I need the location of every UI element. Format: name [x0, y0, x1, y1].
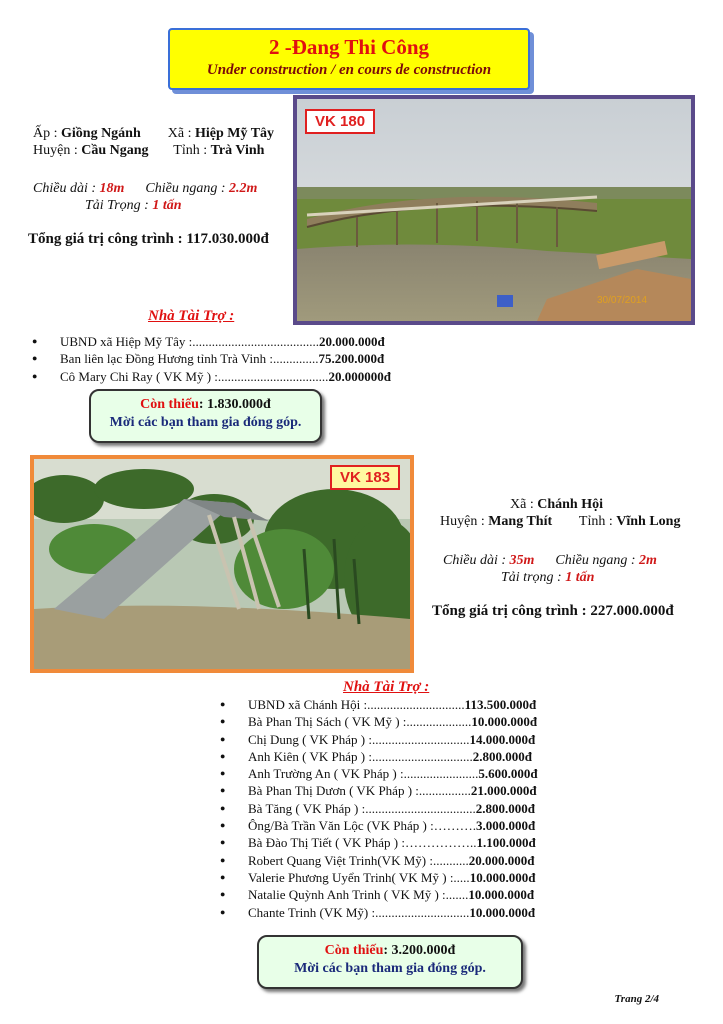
- donor-amount: 10.000.000đ: [469, 904, 536, 920]
- length2-value: 35m: [509, 553, 535, 568]
- donor-name: Ban liên lạc Đồng Hương tỉnh Trà Vinh :..............: [60, 351, 319, 367]
- donor-item: [248, 852, 538, 869]
- missing-label: Còn thiếu: [140, 397, 199, 412]
- length-value: 18m: [99, 181, 125, 196]
- project1-photo-tag: VK 180: [305, 109, 375, 134]
- project2-photo: [30, 455, 414, 673]
- project1-dimensions: [33, 180, 257, 214]
- donor-amount: 20.000000đ: [328, 368, 391, 384]
- project2-dimensions: [443, 552, 657, 586]
- donor-name: Bà Tăng ( VK Pháp ) :..................................: [248, 800, 476, 816]
- donor-item: [248, 731, 538, 748]
- donor-name: Cô Mary Chi Ray ( VK Mỹ ) :..................................: [60, 368, 329, 384]
- donor-amount: 20.000.000đ: [468, 852, 535, 868]
- donor-name: Ông/Bà Trần Văn Lộc (VK Pháp ) :……….: [248, 818, 476, 834]
- donor-item: [248, 800, 538, 817]
- missing2-value: : 3.200.000đ: [383, 943, 456, 958]
- page-subtitle: Under construction / en cours de construction: [206, 62, 492, 78]
- donor-amount: 10.000.000đ: [469, 869, 536, 885]
- ap-value: Giồng Ngánh: [61, 126, 141, 141]
- ap-label: Ấp :: [33, 126, 58, 141]
- project2-donor-title: Nhà Tài Trợ :: [343, 679, 430, 695]
- missing2-label: Còn thiếu: [324, 943, 384, 958]
- donor-name: Valerie Phương Uyển Trinh( VK Mỹ ) :.....: [248, 869, 470, 885]
- donor-name: Robert Quang Việt Trinh(VK Mỹ) :...........: [248, 852, 469, 868]
- donor-amount: 20.000.000đ: [319, 334, 385, 349]
- project1-total: Tổng giá trị công trình : 117.030.000đ: [28, 231, 269, 247]
- huyen-label: Huyện :: [33, 143, 78, 158]
- xa2-label: Xã :: [510, 497, 534, 512]
- huyen-value: Cầu Ngang: [81, 143, 149, 158]
- bridge-photo-2: [34, 459, 410, 669]
- length2-label: Chiều dài :: [443, 553, 506, 568]
- xa-label: Xã :: [167, 126, 192, 141]
- project1-photo: [293, 95, 695, 325]
- donor-name: Bà Phan Thị Sách ( VK Mỹ ) :....................: [248, 714, 472, 730]
- width-label: Chiều ngang :: [145, 181, 226, 196]
- donor-item: [248, 817, 538, 834]
- donor-item: [248, 782, 538, 799]
- project2-callout: [257, 935, 523, 989]
- xa-value: Hiệp Mỹ Tây: [194, 126, 275, 141]
- donor-amount: 14.000.000đ: [469, 731, 536, 747]
- donor-item: [248, 748, 538, 765]
- donor-name: Chante Trinh (VK Mỹ) :.............................: [248, 904, 470, 920]
- donor-name: Natalie Quỳnh Anh Trinh ( VK Mỹ ) :.......: [248, 887, 469, 903]
- donor-amount: 3.000.000đ: [475, 818, 536, 834]
- tinh-label: Tỉnh :: [173, 143, 208, 158]
- page-number: Trang 2/4: [614, 993, 659, 1005]
- donor-name: Bà Đào Thị Tiết ( VK Pháp ) :……………..: [248, 835, 477, 851]
- project1-donor-title: Nhà Tài Trợ :: [148, 308, 235, 324]
- load-value: 1 tấn: [152, 198, 182, 213]
- donor-name: UBND xã Hiệp Mỹ Tây :.......................................: [60, 334, 320, 349]
- project1-location: [33, 125, 274, 159]
- donor-amount: 75.200.000đ: [318, 351, 385, 367]
- donor-item: [60, 368, 391, 385]
- header-banner: [168, 28, 530, 90]
- donor-name: Anh Trường An ( VK Pháp ) :.......................: [248, 766, 479, 782]
- huyen2-value: Mang Thít: [488, 514, 553, 529]
- project1-callout: [89, 389, 322, 443]
- donor-item: [248, 696, 538, 713]
- photo-date: 30/07/2014: [597, 295, 648, 306]
- donor-item: [248, 834, 538, 851]
- invite2-text: Mời các bạn tham gia đóng góp.: [294, 961, 486, 976]
- tinh2-label: Tỉnh :: [578, 514, 613, 529]
- project2-location: [440, 496, 680, 530]
- donor-name: UBND xã Chánh Hội :..............................: [248, 697, 465, 712]
- width2-value: 2m: [639, 553, 657, 568]
- donor-item: [248, 869, 538, 886]
- width2-label: Chiều ngang :: [555, 553, 636, 568]
- donor-item: [60, 350, 391, 367]
- missing-value: : 1.830.000đ: [198, 397, 271, 412]
- load-label: Tải Trọng :: [85, 198, 149, 213]
- tinh-value: Trà Vinh: [210, 143, 265, 158]
- width-value: 2.2m: [229, 181, 258, 196]
- donor-amount: 113.500.000đ: [464, 697, 537, 712]
- donor-name: Anh Kiên ( VK Pháp ) :...............................: [248, 748, 473, 764]
- xa2-value: Chánh Hội: [537, 497, 603, 512]
- load2-value: 1 tấn: [565, 570, 595, 585]
- project2-total: Tổng giá trị công trình : 227.000.000đ: [432, 603, 674, 619]
- donor-amount: 1.100.000đ: [476, 835, 536, 851]
- donor-item: [248, 904, 538, 921]
- donor-amount: 2.800.000đ: [472, 748, 532, 764]
- donor-name: Bà Phan Thị Dươn ( VK Pháp ) :................: [248, 783, 471, 799]
- donor-item: [248, 765, 538, 782]
- donor-item: [60, 333, 391, 350]
- page-title: 2 -Đang Thi Công: [268, 35, 430, 59]
- huyen2-label: Huyện :: [440, 514, 485, 529]
- project2-donor-list: [248, 696, 538, 921]
- project2-photo-tag: VK 183: [330, 465, 400, 490]
- donor-amount: 21.000.000đ: [470, 783, 537, 799]
- length-label: Chiều dài :: [33, 181, 96, 196]
- donor-amount: 10.000.000đ: [471, 714, 538, 730]
- project1-donor-list: [60, 333, 391, 385]
- donor-amount: 10.000.000đ: [468, 887, 535, 903]
- donor-name: Chị Dung ( VK Pháp ) :..............................: [248, 731, 470, 747]
- load2-label: Tải trọng :: [501, 570, 562, 585]
- donor-amount: 5.600.000đ: [478, 766, 538, 782]
- invite-text: Mời các bạn tham gia đóng góp.: [109, 415, 302, 430]
- donor-item: [248, 886, 538, 903]
- donor-item: [248, 713, 538, 730]
- donor-amount: 2.800.000đ: [475, 800, 535, 816]
- tinh2-value: Vĩnh Long: [616, 514, 681, 529]
